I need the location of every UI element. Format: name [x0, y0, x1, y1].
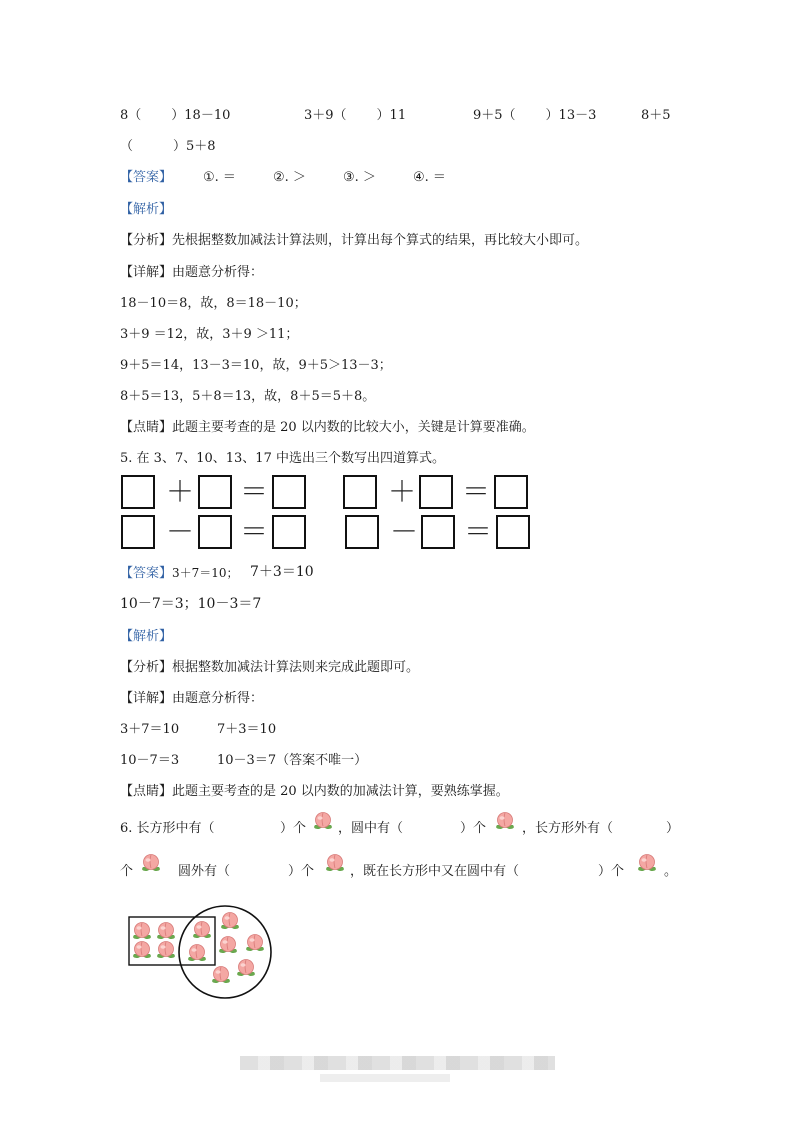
q4-item-1-right: ）18－10: [171, 108, 231, 123]
q5-dianjing: 【点睛】此题主要考查的是 20 以内数的加减法计算，要熟练掌握。: [120, 784, 509, 799]
peach-icon: [133, 923, 151, 940]
answer-box[interactable]: [121, 515, 155, 549]
q4-answer-2: ②. ＞: [273, 170, 306, 185]
peach-icon: [324, 852, 346, 874]
answer-box[interactable]: [494, 475, 528, 509]
q6-text-11: ）个: [598, 864, 625, 879]
peach-icon: [188, 945, 206, 962]
q4-fenxi: 【分析】先根据整数加减法计算法则，计算出每个算式的结果，再比较大小即可。: [120, 233, 589, 248]
q6-text-12: 。: [664, 864, 678, 879]
q6-text-8: 圆外有（: [178, 864, 231, 879]
q5-step-1b: 7＋3＝10: [217, 722, 277, 737]
answer-box[interactable]: [345, 515, 379, 549]
blurred-footer-sub: [320, 1074, 450, 1082]
equals-sign: ＝: [464, 515, 493, 548]
q4-item-2-right: ）11: [376, 108, 407, 123]
peach-icon: [157, 923, 175, 940]
q5-answer: [120, 562, 239, 581]
answer-box[interactable]: [272, 475, 306, 509]
plus-sign: ＋: [166, 475, 195, 508]
q4-item-3-right: ）13－3: [545, 108, 597, 123]
equals-sign: ＝: [240, 515, 269, 548]
q5-step-1a: 3＋7＝10: [120, 722, 180, 737]
q5-answer-tag: 【答案】: [120, 566, 173, 581]
answer-box[interactable]: [343, 475, 377, 509]
peach-icon: [212, 967, 230, 984]
answer-box[interactable]: [272, 515, 306, 549]
q5-xiangjie: 【详解】由题意分析得：: [120, 691, 264, 706]
q4-item-4: [641, 104, 671, 123]
q4-item-3-left: 9＋5（: [473, 108, 516, 123]
q6-text-3: ，圆中有（: [338, 821, 404, 836]
q6-text-9: ）个: [288, 864, 315, 879]
equals-sign: ＝: [240, 475, 269, 508]
q6-text-2: ）个: [280, 821, 307, 836]
q5-fenxi: 【分析】根据整数加减法计算法则来完成此题即可。: [120, 660, 420, 675]
peach-icon: [140, 852, 162, 874]
q5-step-2b: 10－3＝7（答案不唯一）: [217, 753, 368, 768]
q4-item-3: [473, 104, 596, 123]
peach-icon: [636, 852, 658, 874]
q6-text-1: 6. 长方形中有（: [120, 821, 215, 836]
answer-box[interactable]: [496, 515, 530, 549]
peach-icon: [157, 942, 175, 959]
minus-sign: －: [390, 515, 419, 548]
q4-answer-tag: 【答案】: [120, 170, 173, 185]
q6-text-4: ）个: [460, 821, 487, 836]
minus-sign: －: [166, 515, 195, 548]
answer-box[interactable]: [198, 515, 232, 549]
peach-icon: [133, 942, 151, 959]
q5-analysis-tag: 【解析】: [120, 629, 173, 644]
blurred-footer: [240, 1056, 555, 1070]
rectangle-circle-diagram: [126, 905, 278, 1001]
q4-step-3: 9＋5＝14，13－3＝10，故，9＋5＞13－3；: [120, 358, 392, 373]
q4-answer-3: ③. ＞: [343, 170, 376, 185]
q4-row2-right: ）5＋8: [173, 139, 216, 154]
q5-answer-2: 10－7＝3；10－3＝7: [120, 596, 262, 612]
peach-icon: [246, 935, 264, 952]
q5-answer-1b: 7＋3＝10: [250, 564, 314, 580]
q4-item-4-left: 8＋5: [641, 108, 671, 123]
q4-item-1: [120, 104, 230, 123]
q6-text-6: ）: [666, 821, 680, 836]
q4-item-2-left: 3＋9（: [304, 108, 347, 123]
q5-title: 5. 在 3、7、10、13、17 中选出三个数写出四道算式。: [120, 451, 445, 466]
q6-text-5: ，长方形外有（: [522, 821, 614, 836]
peach-icon: [312, 810, 334, 832]
q4-item-2: [304, 104, 406, 123]
q4-xiangjie: 【详解】由题意分析得：: [120, 265, 264, 280]
peach-icon: [237, 960, 255, 977]
q4-dianjing: 【点睛】此题主要考查的是 20 以内数的比较大小，关键是计算要准确。: [120, 420, 535, 435]
q4-item-1-left: 8（: [120, 108, 142, 123]
q4-answer-4: ④. ＝: [413, 170, 446, 185]
q4-answer: [120, 166, 172, 185]
q4-row2-left: （: [120, 139, 134, 154]
q4-step-1: 18－10＝8，故，8＝18－10；: [120, 296, 307, 311]
answer-box[interactable]: [198, 475, 232, 509]
plus-sign: ＋: [388, 475, 417, 508]
peach-icon: [193, 922, 211, 939]
q4-step-2: 3＋9 ＝12，故，3＋9 ＞11；: [120, 327, 299, 342]
q5-step-2a: 10－7＝3: [120, 753, 180, 768]
q5-answer-1a: 3＋7＝10；: [172, 566, 239, 580]
equals-sign: ＝: [462, 475, 491, 508]
q6-text-7: 个: [120, 864, 134, 879]
answer-box[interactable]: [121, 475, 155, 509]
answer-box[interactable]: [421, 515, 455, 549]
q4-analysis-tag: 【解析】: [120, 202, 173, 217]
peach-icon: [494, 810, 516, 832]
q4-item-4-cont: [120, 135, 216, 154]
q6-text-10: ，既在长方形中又在圆中有（: [350, 864, 520, 879]
peach-icon: [219, 937, 237, 954]
peach-icon: [221, 913, 239, 930]
answer-box[interactable]: [419, 475, 453, 509]
q4-answer-1: ①. ＝: [203, 170, 236, 185]
q4-step-4: 8＋5＝13，5＋8＝13，故，8＋5＝5＋8。: [120, 389, 376, 404]
